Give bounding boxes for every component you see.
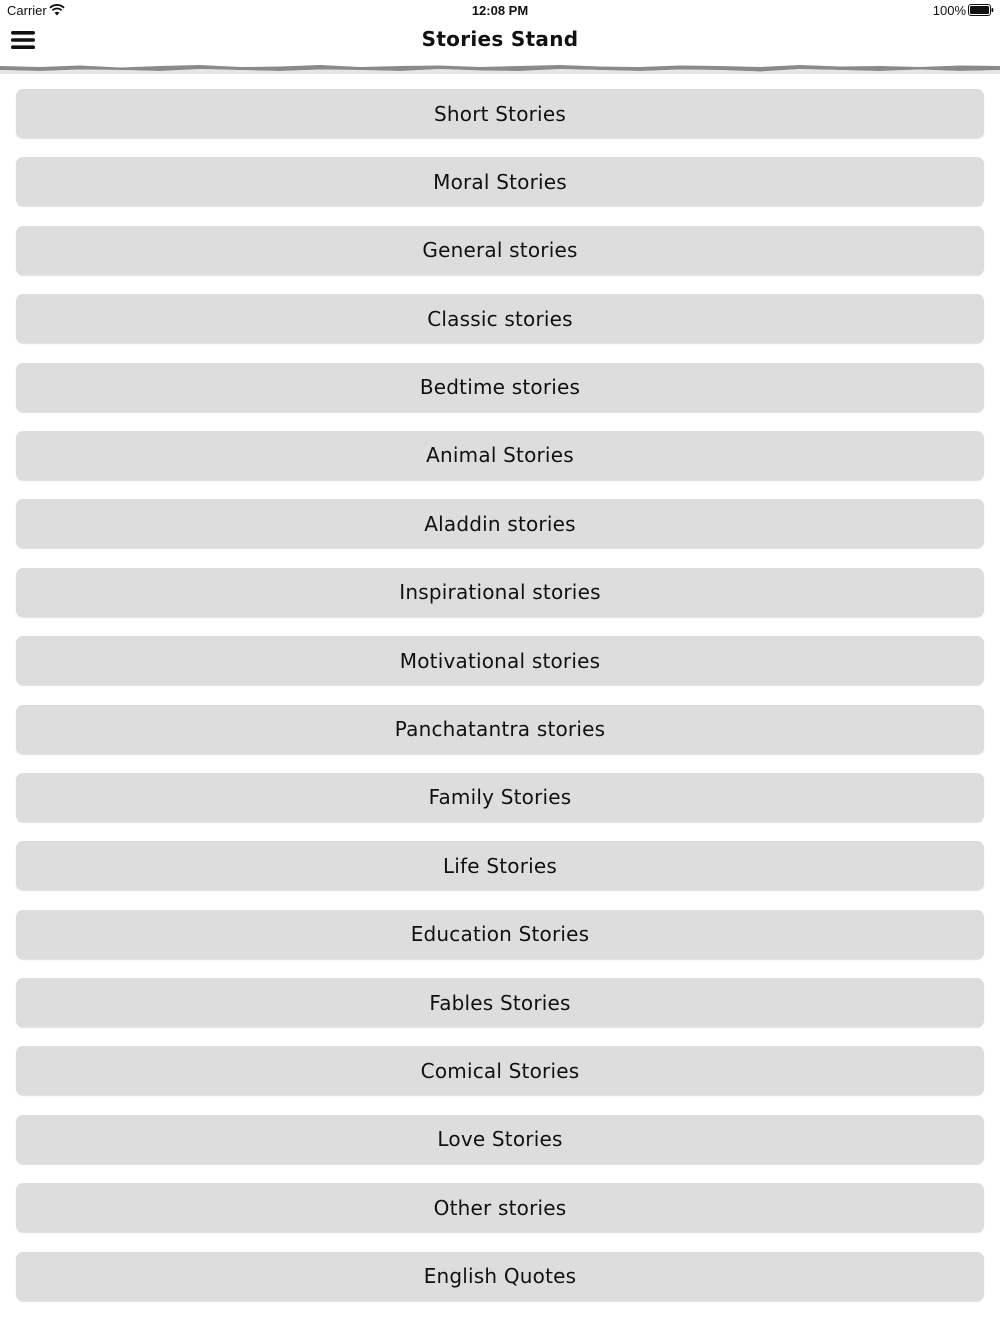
category-button[interactable]: Classic stories [16, 294, 984, 343]
category-button[interactable]: Inspirational stories [16, 568, 984, 617]
battery-icon [968, 4, 994, 16]
category-button[interactable]: Love Stories [16, 1115, 984, 1164]
category-button[interactable]: English Quotes [16, 1252, 984, 1301]
category-button[interactable]: Motivational stories [16, 636, 984, 685]
category-button[interactable]: Short Stories [16, 89, 984, 138]
category-button[interactable]: General stories [16, 226, 984, 275]
category-button[interactable]: Animal Stories [16, 431, 984, 480]
category-button[interactable]: Other stories [16, 1183, 984, 1232]
category-button[interactable]: Family Stories [16, 773, 984, 822]
category-button[interactable]: Aladdin stories [16, 499, 984, 548]
carrier-label: Carrier [7, 3, 47, 18]
battery-percent: 100% [932, 3, 966, 18]
category-button[interactable]: Bedtime stories [16, 363, 984, 412]
category-button[interactable]: Life Stories [16, 841, 984, 890]
category-button[interactable]: Moral Stories [16, 157, 984, 206]
category-button[interactable]: Comical Stories [16, 1046, 984, 1095]
category-list [16, 89, 984, 1320]
category-button[interactable]: Panchatantra stories [16, 705, 984, 754]
status-bar [0, 0, 1000, 22]
page-title: Stories Stand [421, 27, 579, 51]
category-button[interactable]: Fables Stories [16, 978, 984, 1027]
clock: 12:08 PM [471, 3, 529, 18]
category-button[interactable]: Education Stories [16, 910, 984, 959]
torn-paper-divider [0, 60, 1000, 76]
